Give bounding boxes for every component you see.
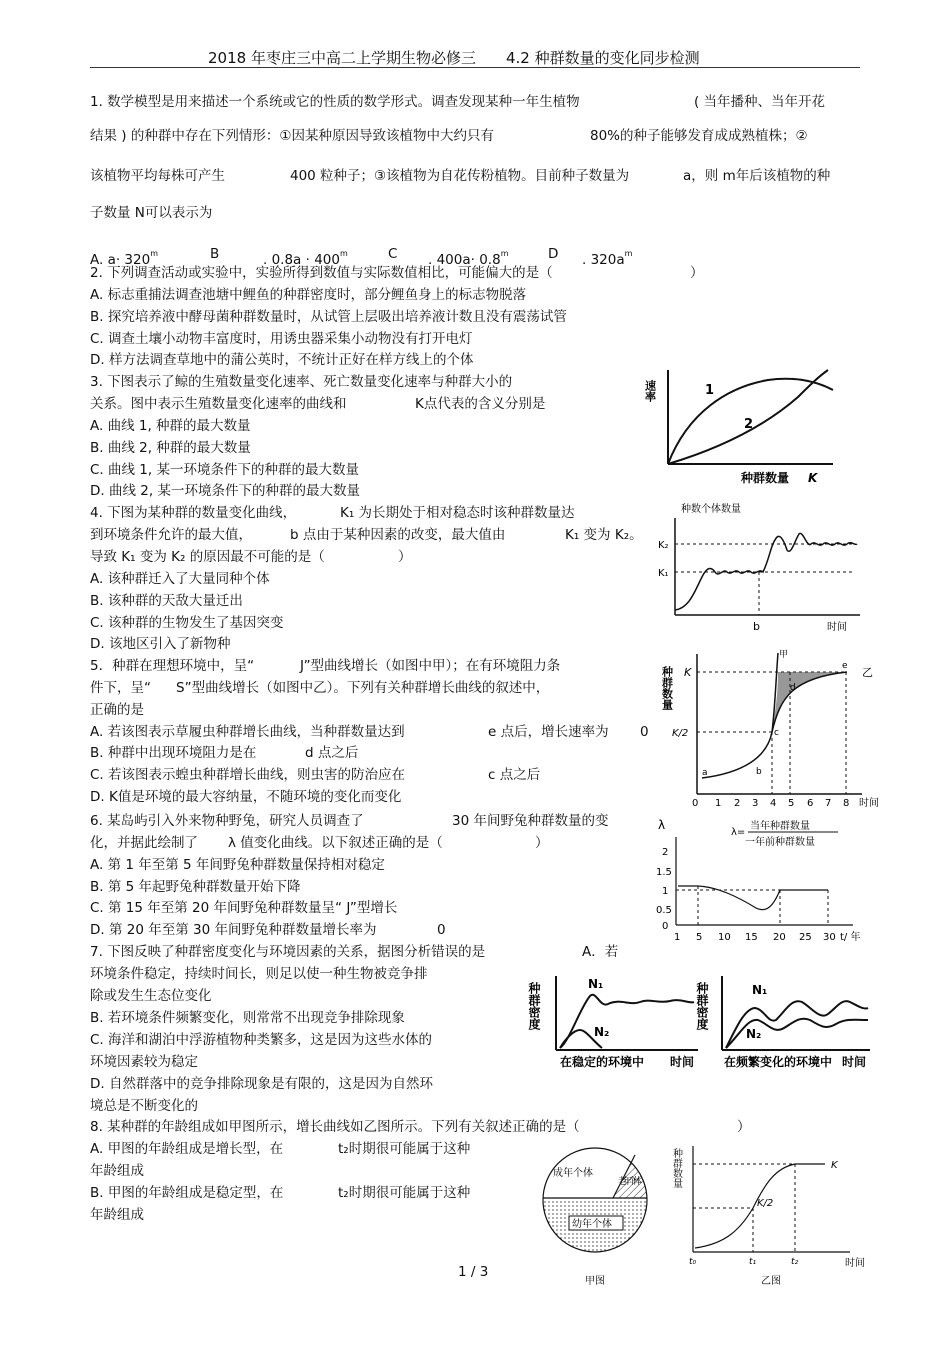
fig6-xtick: 1	[674, 932, 681, 943]
q6-line1b: 30 年间野兔种群数量的变	[452, 813, 609, 829]
fig6-ytick: 0	[662, 921, 669, 932]
fig4-b: b	[753, 620, 760, 633]
fig7-right-ylabel: 种群密度	[695, 982, 709, 1030]
fig8-xlabel: 时间	[845, 1258, 865, 1269]
q3-line2a: 关系。图中表示生殖数量变化速率的曲线和	[90, 396, 347, 412]
q6-option-c: C. 第 15 年至第 20 年间野兔种群数量呈“ J”型增长	[90, 900, 398, 916]
q8-option-a1: A. 甲图的年龄组成是增长型，在	[90, 1141, 284, 1157]
q8-option-b2: t₂时期很可能属于这种	[338, 1185, 471, 1201]
q6-option-b: B. 第 5 年起野兔种群数量开始下降	[90, 879, 301, 895]
q4-line1b: K₁ 为长期处于相对稳态时该种群数量达	[340, 505, 575, 521]
fig7-right-n2: N₂	[746, 1027, 762, 1041]
q8-stem: 8. 某种群的年龄组成如甲图所示，增长曲线如乙图所示。下列有关叙述正确的是（	[90, 1119, 580, 1135]
fig7-right-time: 时间	[842, 1055, 867, 1069]
q5-option-a2: e 点后，增长速率为	[488, 724, 609, 740]
q7-line1: 7. 下图反映了种群密度变化与环境因素的关系，据图分析错误的是	[90, 944, 486, 960]
fig5-point-b: b	[756, 767, 762, 777]
fig6-xtick: 20	[773, 932, 786, 943]
q8-option-a3: 年龄组成	[90, 1163, 144, 1179]
figure-4-k-change	[655, 500, 865, 640]
fig6-xtick: 10	[718, 932, 731, 943]
q5-option-c1: C. 若该图表示蝗虫种群增长曲线，则虫害的防治应在	[90, 767, 406, 783]
q4-line2b: b 点由于某种因素的改变，最大值由	[290, 527, 506, 543]
fig6-formula-lambda: λ=	[731, 827, 746, 838]
fig8-pie	[535, 1145, 665, 1268]
fig6-lambda: λ	[658, 818, 666, 832]
fig7-left-ylabel: 种群密度	[527, 982, 541, 1030]
fig3-k: K	[808, 471, 818, 485]
figure-8-age-structure	[535, 1140, 875, 1290]
fig3-label-2: 2	[744, 417, 754, 432]
figure-6-lambda-chart	[648, 815, 873, 945]
fig5-point-e: e	[842, 661, 848, 671]
q2-option-a: A. 标志重捕法调查池塘中鲤鱼的种群密度时，部分鲤鱼身上的标志物脱落	[90, 287, 527, 303]
fig5-k: K	[684, 666, 692, 679]
q4-line1a: 4. 下图为某种群的数量变化曲线，	[90, 505, 297, 521]
page-number: 1 / 3	[458, 1264, 489, 1280]
fig8-ylabel: 种群数量	[670, 1148, 682, 1188]
fig6-ytick: 2	[662, 847, 669, 858]
figure-5-jS-curve	[662, 648, 892, 808]
q3-option-d: D. 曲线 2, 某一环境条件下的种群的最大数量	[90, 483, 360, 499]
q5-option-d: D. K值是环境的最大容纳量，不随环境的变化而变化	[90, 789, 402, 805]
q3-option-a: A. 曲线 1, 种群的最大数量	[90, 418, 251, 434]
q4-line3a: 导致 K₁ 变为 K₂ 的原因最不可能的是（	[90, 549, 325, 565]
q1-line4: 子数量 N可以表示为	[90, 205, 213, 221]
q1-option-d-label: D	[548, 246, 559, 262]
fig3-label-1: 1	[705, 383, 715, 398]
fig4-ylabel: 种数个体数量	[681, 504, 741, 515]
fig5-tick: 6	[807, 798, 814, 809]
q6-line2a: 化，并据此绘制了	[90, 835, 198, 851]
q4-option-c: C. 该种群的生物发生了基因突变	[90, 615, 284, 631]
fig5-tick: 8	[843, 798, 850, 809]
fig5-k-half: K/2	[672, 728, 689, 739]
figure-7-competition	[527, 968, 875, 1080]
fig8-growth-chart	[671, 1146, 866, 1287]
fig7-left-xlabel: 在稳定的环境中	[560, 1055, 645, 1069]
q1-option-c-label: C	[388, 246, 398, 262]
fig6-xtick: 5	[696, 932, 703, 943]
fig8-k-half: K/2	[757, 1198, 774, 1209]
q6-line2b: λ 值变化曲线。以下叙述正确的是（	[228, 835, 443, 851]
q5-line1b: J”型曲线增长（如图中甲）；在有环境阻力条	[300, 658, 561, 674]
q7-option-c1: C. 海洋和湖泊中浮游植物种类繁多，这是因为这些水体的	[90, 1032, 433, 1048]
q6-line2c: ）	[535, 835, 549, 851]
q7-line3: 除或发生生态位变化	[90, 988, 212, 1004]
q5-option-a1: A. 若该图表示草履虫种群增长曲线，当种群数量达到	[90, 724, 405, 740]
q5-line2b: S”型曲线增长（如图中乙）。下列有关种群增长曲线的叙述中，	[176, 680, 550, 696]
fig7-right-xlabel: 在频繁变化的环境中	[724, 1055, 833, 1069]
fig6-xlabel: t/ 年	[840, 932, 861, 943]
q4-option-d: D. 该地区引入了新物种	[90, 636, 231, 652]
q7-line1b: A．若	[582, 944, 619, 960]
fig4-k2: K₂	[658, 540, 669, 551]
fig6-xtick: 30	[823, 932, 836, 943]
fig7-right-n1: N₁	[752, 983, 768, 997]
fig8-cap2: 乙图	[761, 1276, 781, 1287]
q5-option-a3: 0	[640, 724, 649, 740]
q2-option-c: C. 调查土壤小动物丰富度时，用诱虫器采集小动物没有打开电灯	[90, 331, 473, 347]
fig7-left-n1: N₁	[588, 977, 604, 991]
fig5-point-d: d	[790, 683, 796, 693]
q7-option-b: B. 若环境条件频繁变化，则常常不出现竞争排除现象	[90, 1010, 405, 1026]
fig6-ytick: 0.5	[656, 905, 672, 916]
fig8-young: 幼年个体	[572, 1219, 612, 1230]
fig5-tick: 2	[734, 798, 741, 809]
fig8-t2: t₂	[791, 1257, 799, 1267]
fig5-tick: 7	[825, 798, 832, 809]
fig5-xlabel: 时间	[859, 798, 879, 809]
q5-line2a: 件下，呈“	[90, 680, 151, 696]
fig8-cap1: 甲图	[585, 1276, 605, 1287]
q1-option-b-label: B	[210, 246, 220, 262]
fig8-adult: 成年个体	[553, 1168, 593, 1179]
fig8-old: 老年个体	[618, 1177, 642, 1187]
q5-option-b2: d 点之后	[305, 745, 359, 761]
q6-option-d2: 0	[437, 922, 446, 938]
q1-option-c: . $400a\cdot 0.8^m$	[428, 249, 509, 268]
fig6-xtick: 25	[799, 932, 812, 943]
q8-paren: ）	[737, 1119, 751, 1135]
fig5-tick: 4	[770, 798, 777, 809]
q8-option-b1: B. 甲图的年龄组成是稳定型，在	[90, 1185, 284, 1201]
q1-line3c: a，则 m年后该植物的种	[683, 168, 831, 184]
fig6-ytick: 1	[662, 886, 669, 897]
q4-option-a: A. 该种群迁入了大量同种个体	[90, 571, 270, 587]
q3-line2b: K点代表的含义分别是	[415, 396, 546, 412]
q8-option-b3: 年龄组成	[90, 1207, 144, 1223]
fig5-point-c: c	[774, 728, 779, 738]
q3-line1: 3. 下图表示了鲸的生殖数量变化速率、死亡数量变化速率与种群大小的	[90, 374, 513, 390]
q6-line1a: 6. 某岛屿引入外来物种野兔，研究人员调查了	[90, 813, 364, 829]
fig8-t0: t₀	[689, 1257, 697, 1267]
fig5-tick: 3	[752, 798, 759, 809]
fig7-right-panel	[695, 976, 870, 1069]
q4-line3b: ）	[398, 549, 412, 565]
fig4-k1: K₁	[658, 568, 669, 579]
q5-line3: 正确的是	[90, 702, 144, 718]
fig6-formula-bottom: 一年前种群数量	[745, 837, 815, 848]
fig6-xtick: 15	[745, 932, 758, 943]
fig4-xlabel: 时间	[827, 622, 847, 633]
header-rule	[90, 67, 860, 68]
q5-line1a: 5．种群在理想环境中，呈“	[90, 658, 255, 674]
q7-line2: 环境条件稳定，持续时间长，则足以使一种生物被竞争排	[90, 966, 428, 982]
figure-3-rate-chart	[643, 362, 838, 490]
q1-option-a: A. $a\cdot 320^m$	[90, 249, 158, 268]
fig6-formula-top: 当年种群数量	[750, 821, 810, 832]
fig5-x-ticks	[692, 798, 849, 809]
fig7-left-panel	[527, 976, 698, 1069]
fig5-ylabel: 种群数量	[660, 666, 674, 710]
q3-option-b: B. 曲线 2, 种群的最大数量	[90, 440, 251, 456]
fig5-jia: 甲	[779, 650, 789, 660]
q1-line2b: 80%的种子能够发育成成熟植株；②	[590, 128, 808, 144]
fig5-point-a: a	[702, 768, 708, 778]
q8-option-a2: t₂时期很可能属于这种	[338, 1141, 471, 1157]
q7-option-d2: 境总是不断变化的	[90, 1098, 198, 1114]
q4-line2a: 到环境条件允许的最大值，	[90, 527, 252, 543]
q7-option-d1: D. 自然群落中的竞争排除现象是有限的，这是因为自然环	[90, 1076, 433, 1092]
q5-option-b1: B. 种群中出现环境阻力是在	[90, 745, 257, 761]
q2-paren: ）	[690, 265, 704, 281]
q1-option-d: . $320a^m$	[582, 249, 633, 268]
q1-line1a: 1. 数学模型是用来描述一个系统或它的性质的数学形式。调查发现某种一年生植物	[90, 94, 580, 110]
q6-option-a: A. 第 1 年至第 5 年间野兔种群数量保持相对稳定	[90, 857, 385, 873]
page-title: 2018 年枣庄三中高二上学期生物必修三 4.2 种群数量的变化同步检测	[208, 49, 700, 67]
q6-option-d1: D. 第 20 年至第 30 年间野兔种群数量增长率为	[90, 922, 377, 938]
q4-line2c: K₁ 变为 K₂。	[565, 527, 643, 543]
q1-line1b: ( 当年播种、当年开花	[694, 94, 826, 110]
q4-option-b: B. 该种群的天敌大量迁出	[90, 593, 243, 609]
q1-line3a: 该植物平均每株可产生	[90, 168, 225, 184]
fig5-yi: 乙	[862, 666, 873, 679]
q5-option-c2: c 点之后	[488, 767, 541, 783]
fig5-tick: 5	[788, 798, 795, 809]
q2-option-b: B. 探究培养液中酵母菌种群数量时，从试管上层吸出培养液计数且没有震荡试管	[90, 309, 567, 325]
fig5-tick: 1	[715, 798, 722, 809]
fig8-k: K	[831, 1160, 838, 1171]
fig3-xlabel: 种群数量	[741, 471, 790, 485]
q7-option-c2: 环境因素较为稳定	[90, 1054, 198, 1070]
fig7-left-time: 时间	[670, 1055, 695, 1069]
fig7-left-n1-curve	[560, 995, 694, 1048]
fig6-ytick: 1.5	[656, 867, 672, 878]
q1-option-b: . $0.8a \cdot 400^m$	[263, 249, 348, 268]
q1-line2a: 结果 ) 的种群中存在下列情形：①因某种原因导致该植物中大约只有	[90, 128, 494, 144]
fig3-ylabel: 速率	[643, 380, 657, 402]
q2-option-d: D. 样方法调查草地中的蒲公英时，不统计正好在样方线上的个体	[90, 352, 474, 368]
fig7-left-n2: N₂	[594, 1025, 610, 1039]
q2-stem: 2. 下列调查活动或实验中，实验所得到数值与实际数值相比，可能偏大的是（	[90, 265, 553, 281]
fig8-t1: t₁	[749, 1257, 757, 1267]
fig5-tick: 0	[692, 798, 699, 809]
q3-option-c: C. 曲线 1, 某一环境条件下的种群的最大数量	[90, 462, 359, 478]
q1-line3b: 400 粒种子；③该植物为自花传粉植物。目前种子数量为	[290, 168, 630, 184]
